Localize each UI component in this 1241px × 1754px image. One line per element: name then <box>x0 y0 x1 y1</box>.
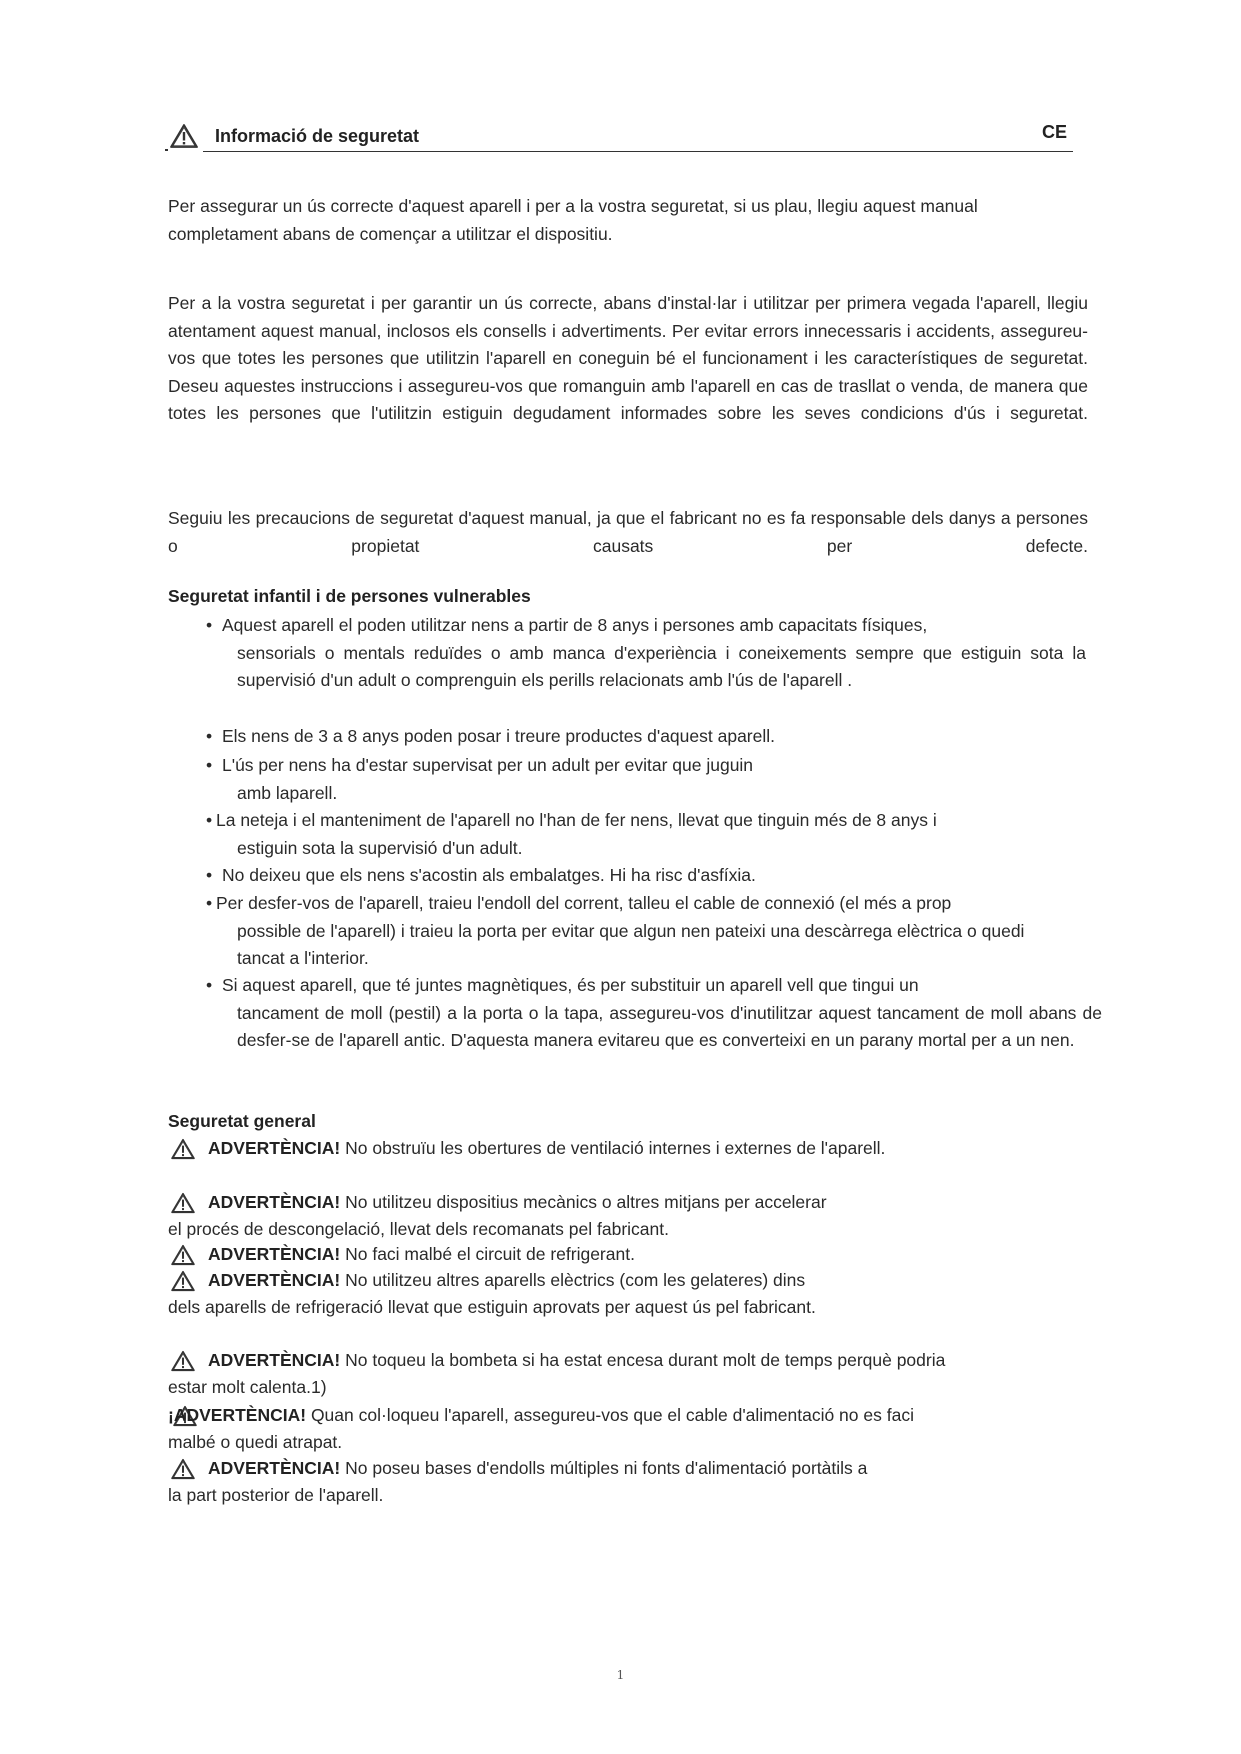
list-item-continuation: sensorials o mentals reduïdes o amb manca d'experiència i coneixements sempre que estiguin sota la supervisió d'un adult o comprenguin els perills relacionats amb l'ús de l'aparell . <box>237 642 1086 690</box>
warning-text: Quan col·loqueu l'aparell, assegureu-vos que el cable d'alimentació no es faci <box>310 1405 914 1425</box>
ce-mark: CE <box>1041 122 1067 142</box>
intro-paragraph-1: Per assegurar un ús correcte d'aquest aparell i per a la vostra seguretat, si us plau, llegiu aquest manual completament abans de començar a utilitzar el dispositiu. <box>168 196 978 244</box>
warning-triangle-icon <box>169 123 199 149</box>
list-item-text: Si aquest aparell, que té juntes magnètiques, és per substituir un aparell vell que tingui un <box>222 975 919 995</box>
warning-item <box>168 1402 1068 1456</box>
list-item <box>206 890 1086 973</box>
warning-continuation: la part posterior de l'aparell. <box>168 1485 384 1505</box>
list-item-text: Aquest aparell el poden utilitzar nens a partir de 8 anys i persones amb capacitats físiques, <box>222 615 928 635</box>
intro-paragraph-3: Seguiu les precaucions de seguretat d'aquest manual, ja que el fabricant no es fa responsable dels danys a persones o propietat causats per defecte. <box>168 508 1088 556</box>
bullet-dot: • <box>206 615 213 635</box>
list-item <box>206 862 1086 890</box>
warning-item <box>168 1241 1108 1268</box>
warning-label: ADVERTÈNCIA! <box>208 1138 341 1158</box>
header-dot <box>165 149 168 151</box>
child-safety-heading: Seguretat infantil i de persones vulnerables <box>168 586 531 606</box>
list-item <box>206 752 1086 807</box>
list-item-continuation: tancament de moll (pestil) a la porta o la tapa, assegureu-vos d'inutilitzar aquest tancament de moll abans de desfer-se de l'aparell antic. D'aquesta manera evitareu que es converteixi en un parany mortal per a un nen. <box>237 1002 1102 1050</box>
warning-label: ADVERTÈNCIA! <box>208 1350 341 1370</box>
warning-item <box>168 1267 1068 1321</box>
warning-item <box>168 1455 1068 1509</box>
bullet-dot: • <box>206 755 213 775</box>
list-item-text: L'ús per nens ha d'estar supervisat per un adult per evitar que juguin <box>222 755 754 775</box>
warning-text: No faci malbé el circuit de refrigerant. <box>345 1244 635 1264</box>
warning-label: ADVERTÈNCIA! <box>208 1458 341 1478</box>
warning-continuation: malbé o quedi atrapat. <box>168 1432 343 1452</box>
bullet-dot: • <box>206 810 213 830</box>
warning-item <box>168 1189 1068 1243</box>
warning-label: ¡ADVERTÈNCIA! <box>168 1405 307 1425</box>
warning-item <box>168 1135 1108 1162</box>
warning-continuation: estar molt calenta.1) <box>168 1377 327 1397</box>
warning-text: No utilitzeu altres aparells elèctrics (com les gelateres) dins <box>345 1270 806 1290</box>
list-item-text: La neteja i el manteniment de l'aparell no l'han de fer nens, llevat que tinguin més de 8 anys i <box>216 810 937 830</box>
list-item <box>206 723 1086 751</box>
warning-text: No utilitzeu dispositius mecànics o altres mitjans per accelerar <box>345 1192 827 1212</box>
list-item-text: Per desfer-vos de l'aparell, traieu l'endoll del corrent, talleu el cable de connexió (el més a prop <box>216 893 952 913</box>
general-safety-heading: Seguretat general <box>168 1111 316 1131</box>
bullet-dot: • <box>206 893 213 913</box>
warning-continuation: dels aparells de refrigeració llevat que estiguin aprovats per aquest ús pel fabricant. <box>168 1297 816 1317</box>
bullet-dot: • <box>206 975 213 995</box>
list-item <box>206 612 1086 695</box>
list-item <box>206 972 1102 1055</box>
list-item-text: Els nens de 3 a 8 anys poden posar i treure productes d'aquest aparell. <box>222 726 776 746</box>
warning-text: No toqueu la bombeta si ha estat encesa durant molt de temps perquè podria <box>345 1350 946 1370</box>
bullet-dot: • <box>206 726 213 746</box>
list-item-continuation: possible de l'aparell) i traieu la porta per evitar que algun nen pateixi una descàrrega elèctrica o quedi tancat a l'interior. <box>237 920 1025 968</box>
warning-label: ADVERTÈNCIA! <box>208 1244 341 1264</box>
warning-text: No obstruïu les obertures de ventilació internes i externes de l'aparell. <box>345 1138 886 1158</box>
warning-continuation: el procés de descongelació, llevat dels recomanats pel fabricant. <box>168 1219 669 1239</box>
page-title: Informació de seguretat <box>215 126 420 146</box>
list-item-continuation: amb laparell. <box>237 782 338 803</box>
header-rule <box>203 151 1073 152</box>
warning-item <box>168 1347 1068 1401</box>
list-item-text: No deixeu que els nens s'acostin als embalatges. Hi ha risc d'asfíxia. <box>222 865 756 885</box>
list-item <box>206 807 1086 862</box>
warning-label: ADVERTÈNCIA! <box>208 1192 341 1212</box>
page-header <box>165 118 1073 154</box>
warning-label: ADVERTÈNCIA! <box>208 1270 341 1290</box>
intro-paragraph-2: Per a la vostra seguretat i per garantir un ús correcte, abans d'instal·lar i utilitzar per primera vegada l'aparell, llegiu atentament aquest manual, inclosos els consells i advertiments. Per evitar errors innecessaris i accidents, assegureu-vos que totes les persones que utilitzin l'aparell en coneguin bé el funcionament i les característiques de seguretat. Deseu aquestes instruccions i assegureu-vos que romanguin amb l'aparell en cas de trasllat o venda, de manera que totes les persones que l'utilitzin estiguin degudament informades sobre les seves condicions d'ús i seguretat. <box>168 293 1088 423</box>
warning-text: No poseu bases d'endolls múltiples ni fonts d'alimentació portàtils a <box>345 1458 868 1478</box>
list-item-continuation: estiguin sota la supervisió d'un adult. <box>237 837 523 858</box>
bullet-dot: • <box>206 865 213 885</box>
page-number: 1 <box>616 1668 625 1682</box>
